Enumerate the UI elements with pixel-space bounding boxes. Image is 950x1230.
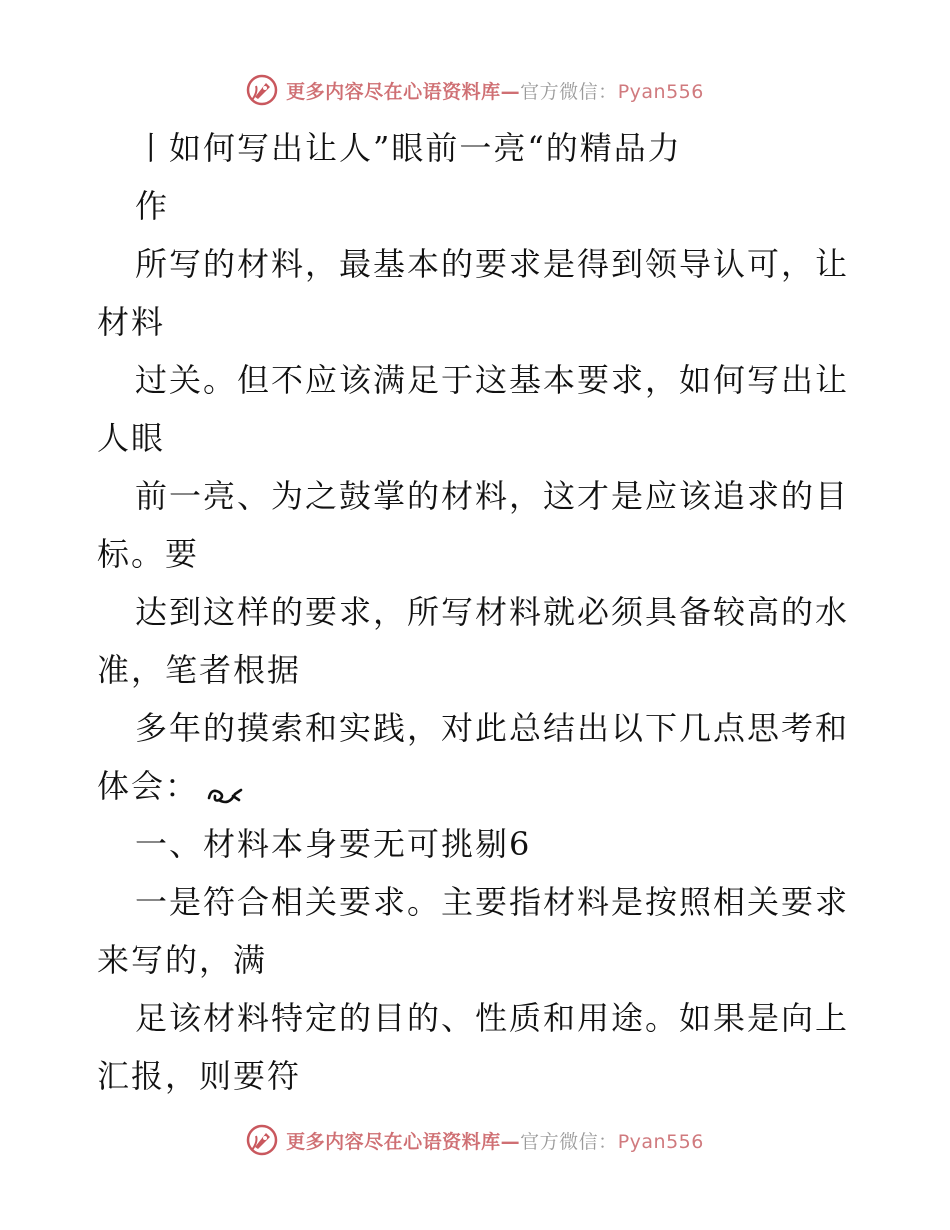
- doc-line-text: 体会：: [97, 767, 200, 805]
- doc-line: 前一亮、为之鼓掌的材料，这才是应该追求的目: [135, 477, 850, 515]
- doc-line: 作: [135, 187, 170, 225]
- footer-banner-dash: —: [500, 1130, 521, 1153]
- header-banner-dash: —: [500, 80, 521, 103]
- header-banner-sub: 官方微信：: [520, 80, 618, 103]
- doc-line: 一、材料本身要无可挑剔6: [135, 825, 532, 863]
- header-banner-text: [286, 77, 704, 104]
- doc-line: 材料: [97, 303, 166, 341]
- doc-line: 多年的摸索和实践，对此总结出以下几点思考和: [135, 709, 850, 747]
- pen-nib-logo-icon: [246, 1124, 278, 1156]
- header-banner-main: 更多内容尽在心语资料库: [286, 80, 501, 103]
- doc-line: 足该材料特定的目的、性质和用途。如果是向上: [135, 999, 850, 1037]
- footer-banner-main: 更多内容尽在心语资料库: [286, 1130, 501, 1153]
- doc-line-with-ornament: [97, 766, 245, 806]
- header-banner: [0, 70, 950, 110]
- doc-line: 达到这样的要求，所写材料就必须具备较高的水: [135, 593, 850, 631]
- doc-line: 一是符合相关要求。主要指材料是按照相关要求: [135, 883, 850, 921]
- footer-banner-text: [286, 1127, 704, 1154]
- doc-line: 所写的材料，最基本的要求是得到领导认可，让: [135, 245, 850, 283]
- footer-banner: [0, 1120, 950, 1160]
- doc-line: 来写的，满: [97, 941, 268, 979]
- pen-nib-logo-icon: [246, 74, 278, 106]
- footer-banner-sub: 官方微信：: [520, 1130, 618, 1153]
- footer-banner-wechat: Pyan556: [617, 1130, 704, 1153]
- doc-line: 准，笔者根据: [97, 651, 302, 689]
- doc-line: 标。要: [97, 535, 200, 573]
- swirl-ornament-icon: [205, 777, 245, 801]
- doc-line: 汇报，则要符: [97, 1057, 302, 1095]
- header-banner-wechat: Pyan556: [617, 80, 704, 103]
- doc-line: 过关。但不应该满足于这基本要求，如何写出让: [135, 361, 850, 399]
- doc-line: 丨如何写出让人”眼前一亮“的精品力: [135, 129, 682, 167]
- doc-line: 人眼: [97, 419, 166, 457]
